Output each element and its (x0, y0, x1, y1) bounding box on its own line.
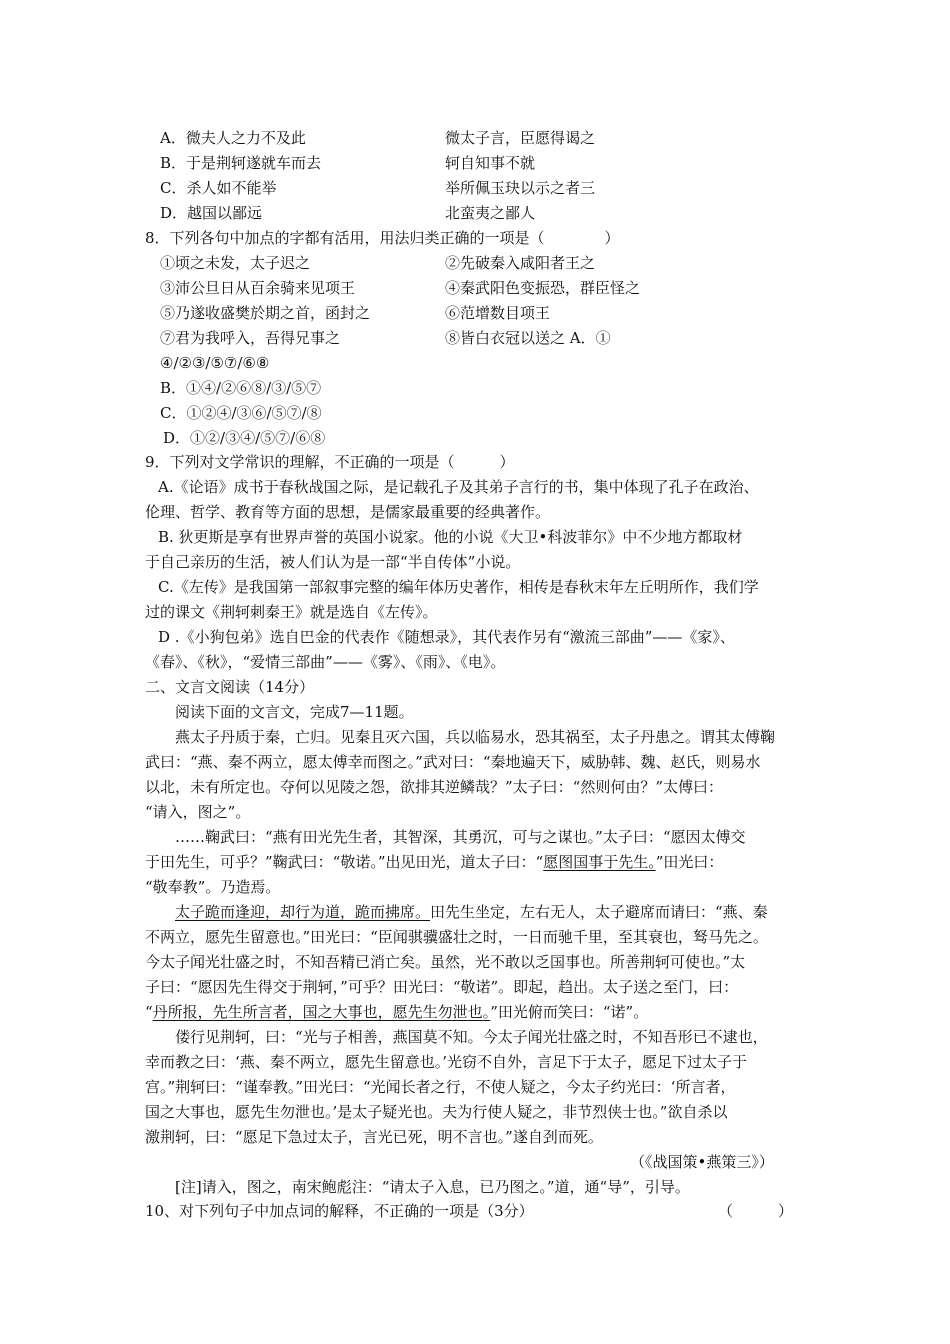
passage-line: 武曰：“燕、秦不两立，愿太傅幸而图之。”武对曰：“秦地遍天下，威胁韩、魏、赵氏，则易水 (145, 753, 761, 771)
q8-choice: D．①②/③④/⑤⑦/⑥⑧ (163, 429, 326, 447)
q8-choice: ④/②③/⑤⑦/⑥⑧ (160, 354, 270, 372)
passage-text: “ (145, 1003, 153, 1021)
passage-line: 子曰：“愿因先生得交于荆轲，”可乎？田光曰：“敬诺”。即起，趋出。太子送之至门，曰： (145, 978, 739, 996)
passage-line (145, 852, 723, 872)
q9-stem: 9．下列对文学常识的理解，不正确的一项是（ ） (145, 453, 515, 471)
passage-note: [注]请入，图之，南宋鲍彪注：“请太子入息，已乃图之。”道，通“导”，引导。 (175, 1178, 690, 1196)
passage-line: 幸而教之曰：‘燕、秦不两立，愿先生留意也。’光窃不自外，言足下于太子，愿足下过太子于 (145, 1053, 748, 1071)
option-c-right: 举所佩玉玦以示之者三 (445, 179, 596, 197)
option-b-right: 轲自知事不就 (445, 154, 536, 172)
q8-item: ①顷之未发，太子迟之 (160, 254, 311, 272)
passage-line: 今太子闻光壮盛之时，不知吾精已消亡矣。虽然，光不敢以乏国事也。所善荆轲可使也。”太 (145, 953, 746, 971)
q8-choice: B．①④/②⑥⑧/③/⑤⑦ (160, 379, 322, 397)
option-a-right: 微太子言，臣愿得谒之 (445, 129, 596, 147)
q8-item: ②先破秦入咸阳者王之 (445, 254, 596, 272)
q8-item: ③沛公旦日从百余骑来见项王 (160, 279, 356, 297)
underlined-sentence: 愿图国事于先生。 (543, 853, 656, 871)
passage-text: ”田光俯而笑曰：“诺”。 (490, 1003, 649, 1021)
underlined-sentence: 丹所报，先生所言者，国之大事也，愿先生勿泄也。 (152, 1003, 491, 1021)
q8-item: ⑦君为我呼入，吾得兄事之 (160, 329, 341, 347)
passage-text: ”田光曰： (655, 853, 724, 871)
passage-source: （《战国策•燕策三》） (630, 1153, 774, 1171)
q8-item: ⑧皆白衣冠以送之 A．① (445, 329, 611, 347)
q9-option-c: 过的课文《荆轲刺秦王》就是选自《左传》。 (145, 603, 438, 621)
passage-line: 偻行见荆轲，曰：“光与子相善，燕国莫不知。今太子闻光壮盛之时，不知吾形已不逮也， (175, 1028, 768, 1046)
passage-line: 燕太子丹质于秦，亡归。见秦且灭六国，兵以临易水，恐其祸至，太子丹患之。谓其太傅鞠 (175, 728, 776, 746)
q8-item: ⑥范增数目项王 (445, 304, 551, 322)
answer-blank[interactable]: （ ） (718, 1202, 794, 1220)
q9-option-d: 《春》、《秋》，“爱情三部曲”——《雾》、《雨》、《电》。 (145, 653, 506, 671)
passage-line (145, 1002, 648, 1022)
q9-option-a: 伦理、哲学、教育等方面的思想，是儒家最重要的经典著作。 (145, 503, 551, 521)
passage-line: ……鞠武曰：“燕有田光先生者，其智深，其勇沉，可与之谋也。”太子曰：“愿因太傅交 (175, 828, 746, 846)
q9-option-a: A.《论语》成书于春秋战国之际，是记载孔子及其弟子言行的书，集中体现了孔子在政治、 (158, 478, 759, 496)
section-heading: 二、文言文阅读（14分） (145, 678, 315, 696)
passage-line (175, 902, 768, 922)
q8-item: ④秦武阳色变振恐，群臣怪之 (445, 279, 641, 297)
q10-stem: 10、对下列句子中加点词的解释，不正确的一项是（3分） (145, 1202, 534, 1220)
option-b-left: B．于是荆轲遂就车而去 (160, 154, 322, 172)
q8-choice: C．①②④/③⑥/⑤⑦/⑧ (160, 404, 322, 422)
option-a-left: A．微夫人之力不及此 (160, 129, 306, 147)
option-d-left: D．越国以鄙远 (160, 204, 263, 222)
passage-line: 以北，未有所定也。夺何以见陵之怨，欲排其逆鳞哉？”太子曰：“然则何由？”太傅曰： (145, 778, 724, 796)
passage-line: 不两立，愿先生留意也。”田光曰：“臣闻骐骥盛壮之时，一日而驰千里，至其衰也，驽马先之。 (145, 928, 768, 946)
underlined-sentence: 太子跪而逢迎，却行为道，跪而拂席。 (175, 903, 431, 921)
q9-option-b: B. 狄更斯是享有世界声誉的英国小说家。他的小说《大卫•科波菲尔》中不少地方都取材 (158, 528, 743, 546)
passage-line: 激荆轲，曰：“愿足下急过太子，言光已死，明不言也。”遂自刭而死。 (145, 1128, 603, 1146)
passage-line: 国之大事也，愿先生勿泄也。’是太子疑光也。夫为行使人疑之，非节烈侠士也。”欲自杀以 (145, 1103, 728, 1121)
q8-stem: 8．下列各句中加点的字都有活用，用法归类正确的一项是（ ） (145, 229, 620, 247)
passage-line: “请入，图之”。 (145, 803, 251, 821)
section-intro: 阅读下面的文言文，完成7—11题。 (175, 703, 414, 721)
passage-text: 于田先生，可乎？”鞠武曰：“敬诺。”出见田光，道太子曰：“ (145, 853, 544, 871)
option-d-right: 北蛮夷之鄙人 (445, 204, 536, 222)
passage-line: “敬奉教”。乃造焉。 (145, 878, 281, 896)
q8-item: ⑤乃遂收盛樊於期之首，函封之 (160, 304, 371, 322)
passage-text: 田先生坐定，左右无人，太子避席而请曰：“燕、秦 (430, 903, 768, 921)
q9-option-d: D .《小狗包弟》选自巴金的代表作《随想录》，其代表作另有“激流三部曲”——《家》、 (158, 628, 735, 646)
passage-line: 宫。”荆轲曰：“谨奉教。”田光曰：“光闻长者之行，不使人疑之，今太子约光曰：‘所言者， (145, 1078, 736, 1096)
q9-option-c: C.《左传》是我国第一部叙事完整的编年体历史著作，相传是春秋末年左丘明所作，我们学 (158, 578, 759, 596)
q9-option-b: 于自己亲历的生活，被人们认为是一部“半自传体”小说。 (145, 553, 521, 571)
option-c-left: C．杀人如不能举 (160, 179, 277, 197)
